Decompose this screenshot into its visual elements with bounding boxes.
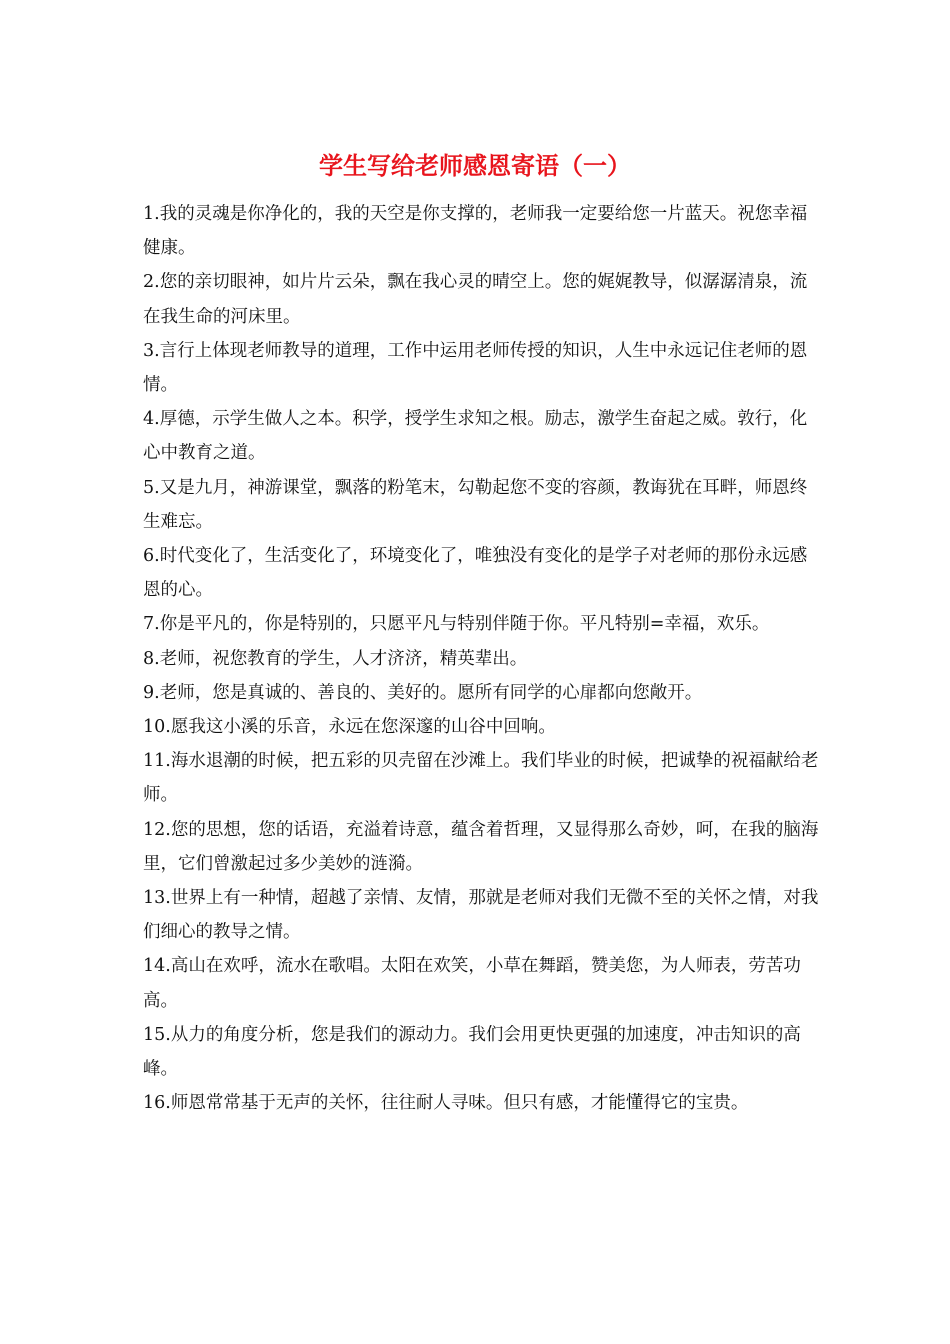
list-item: 13.世界上有一种情，超越了亲情、友情，那就是老师对我们无微不至的关怀之情，对我们细心的教导之情。 bbox=[143, 888, 819, 943]
list-item: 11.海水退潮的时候，把五彩的贝壳留在沙滩上。我们毕业的时候，把诚挚的祝福献给老师。 bbox=[143, 751, 819, 806]
list-item: 8.老师，祝您教育的学生，人才济济，精英辈出。 bbox=[143, 648, 528, 669]
document-body bbox=[143, 197, 823, 1120]
list-item: 16.师恩常常基于无声的关怀，往往耐人寻味。但只有感，才能懂得它的宝贵。 bbox=[143, 1093, 749, 1114]
list-item: 3.言行上体现老师教导的道理，工作中运用老师传授的知识，人生中永远记住老师的恩情。 bbox=[143, 340, 808, 396]
list-item: 2.您的亲切眼神，如片片云朵，飘在我心灵的晴空上。您的娓娓教导，似潺潺清泉，流在我生命的河床里。 bbox=[143, 272, 808, 327]
list-item: 1.我的灵魂是你净化的，我的天空是你支撑的，老师我一定要给您一片蓝天。祝您幸福健康。 bbox=[143, 204, 808, 259]
list-item: 12.您的思想，您的话语，充溢着诗意，蕴含着哲理，又显得那么奇妙，呵，在我的脑海里，它们曾激起过多少美妙的涟漪。 bbox=[143, 819, 819, 874]
list-item: 15.从力的角度分析，您是我们的源动力。我们会用更快更强的加速度，冲击知识的高峰。 bbox=[143, 1024, 801, 1080]
list-item: 10.愿我这小溪的乐音，永远在您深邃的山谷中回响。 bbox=[143, 717, 556, 738]
list-item: 7.你是平凡的，你是特别的，只愿平凡与特别伴随于你。平凡特别=幸福，欢乐。 bbox=[143, 614, 770, 635]
document-title: 学生写给老师感恩寄语（一） bbox=[319, 151, 631, 180]
list-item: 14.高山在欢呼，流水在歌唱。太阳在欢笑，小草在舞蹈，赞美您，为人师表，劳苦功高。 bbox=[143, 956, 801, 1011]
list-item: 4.厚德，示学生做人之本。积学，授学生求知之根。励志，激学生奋起之威。敦行，化心中教育之道。 bbox=[143, 409, 808, 464]
list-item: 9.老师，您是真诚的、善良的、美好的。愿所有同学的心扉都向您敞开。 bbox=[143, 682, 703, 703]
list-item: 5.又是九月，神游课堂，飘落的粉笔末，勾勒起您不变的容颜，教诲犹在耳畔，师恩终生难忘。 bbox=[143, 477, 808, 532]
list-item: 6.时代变化了，生活变化了，环境变化了，唯独没有变化的是学子对老师的那份永远感恩的心。 bbox=[143, 546, 808, 601]
